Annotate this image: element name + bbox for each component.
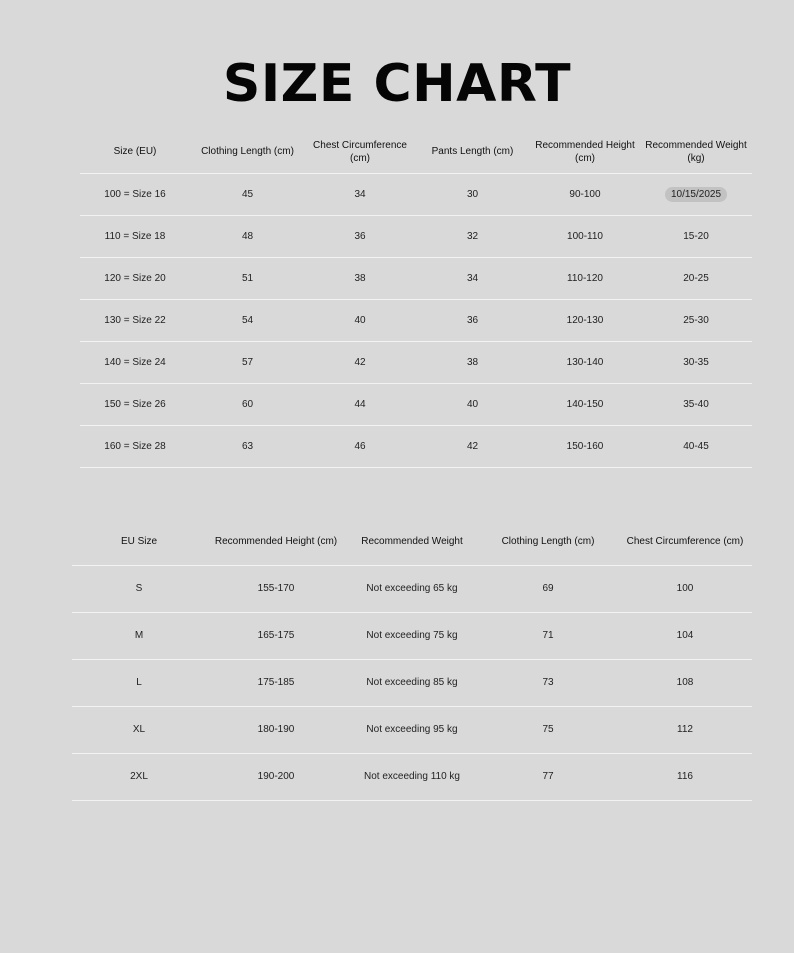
- table-cell: 77: [542, 771, 554, 782]
- table-cell: 130-140: [566, 356, 604, 368]
- table-cell: 160 = Size 28: [104, 440, 166, 452]
- table-cell: 120-130: [566, 314, 604, 326]
- table-row: [72, 659, 752, 706]
- table-cell: Not exceeding 95 kg: [366, 724, 458, 735]
- table-cell: 116: [677, 771, 693, 782]
- column-header: Recommended Weight: [361, 535, 463, 547]
- table-cell: 46: [354, 440, 366, 452]
- table-cell: 112: [677, 724, 693, 735]
- table-cell: 150 = Size 26: [104, 398, 166, 410]
- table-cell: 45: [241, 188, 254, 200]
- table-row: [72, 706, 752, 753]
- table-cell: Not exceeding 65 kg: [366, 583, 458, 594]
- table-cell: 30-35: [683, 356, 709, 368]
- table-cell: 2XL: [130, 771, 148, 782]
- table-cell: 100 = Size 16: [104, 188, 166, 200]
- table-row: [80, 299, 752, 341]
- table-cell: Not exceeding 75 kg: [366, 630, 458, 641]
- table-row: [80, 257, 752, 299]
- column-header: Recommended Height (cm): [535, 139, 635, 164]
- table-cell: 32: [466, 230, 479, 242]
- table-cell: 51: [241, 272, 254, 284]
- table-header-row: [72, 518, 752, 565]
- column-header: EU Size: [120, 535, 158, 547]
- table-cell: 42: [354, 356, 366, 368]
- table-cell: 40: [354, 314, 366, 326]
- table-cell: 155-170: [257, 583, 295, 594]
- table-cell: [640, 173, 752, 215]
- table-cell: 36: [354, 230, 366, 242]
- column-header: Size (EU): [113, 146, 157, 158]
- table-cell: 90-100: [569, 188, 601, 200]
- table-cell: 110 = Size 18: [104, 230, 166, 242]
- table-cell: 75: [542, 724, 554, 735]
- table-cell: 42: [466, 440, 479, 452]
- table-cell: 15-20: [683, 230, 709, 242]
- table-row: [80, 383, 752, 425]
- table-cell: S: [135, 583, 143, 594]
- table-cell: 60: [241, 398, 254, 410]
- table-cell: 40-45: [683, 440, 709, 452]
- table-cell: 165-175: [257, 630, 295, 641]
- date-chip[interactable]: 10/15/2025: [665, 187, 727, 202]
- table-cell: 73: [542, 677, 554, 688]
- column-header: Pants Length (cm): [431, 146, 514, 158]
- table-cell: 175-185: [257, 677, 295, 688]
- table-cell: 69: [542, 583, 554, 594]
- table-cell: 140 = Size 24: [104, 356, 166, 368]
- table-cell: 180-190: [257, 724, 295, 735]
- table-row: [72, 753, 752, 800]
- table-cell: 120 = Size 20: [104, 272, 166, 284]
- table-cell: 40: [466, 398, 479, 410]
- table-cell: 34: [354, 188, 366, 200]
- table-cell: 63: [241, 440, 254, 452]
- table-cell: 36: [466, 314, 479, 326]
- table-cell: 110-120: [567, 272, 603, 284]
- table-cell: 44: [354, 398, 366, 410]
- table-row: [72, 612, 752, 659]
- table-header-row: [80, 131, 752, 173]
- table-cell: 100: [676, 583, 694, 594]
- table-cell: 38: [354, 272, 366, 284]
- table-cell: 104: [676, 630, 694, 641]
- column-header: Recommended Height (cm): [214, 535, 338, 547]
- column-header: Chest Circumference (cm): [313, 139, 407, 164]
- kids-size-table: [80, 131, 752, 468]
- table-cell: 57: [241, 356, 254, 368]
- column-header: Recommended Weight (kg): [645, 139, 747, 164]
- table-cell: 130 = Size 22: [104, 314, 166, 326]
- table-cell: Not exceeding 110 kg: [364, 771, 460, 782]
- table-cell: 34: [466, 272, 479, 284]
- table-cell: XL: [132, 724, 146, 735]
- table-cell: L: [136, 677, 142, 688]
- table-row: [72, 565, 752, 612]
- table-row: [80, 215, 752, 257]
- table-cell: 25-30: [683, 314, 709, 326]
- table-cell: 140-150: [566, 398, 604, 410]
- column-header: Clothing Length (cm): [201, 146, 294, 158]
- table-cell: 150-160: [566, 440, 604, 452]
- table-cell: 20-25: [683, 272, 709, 284]
- table-cell: 100-110: [567, 230, 603, 242]
- column-header: Chest Circumference (cm): [626, 535, 744, 547]
- table-row: [80, 341, 752, 383]
- table-cell: 108: [676, 677, 694, 688]
- column-header: Clothing Length (cm): [501, 535, 595, 547]
- table-row: [80, 425, 752, 467]
- table-row: [80, 173, 752, 215]
- table-cell: 30: [466, 188, 479, 200]
- table-cell: M: [134, 630, 144, 641]
- table-cell: 190-200: [257, 771, 295, 782]
- page-title: SIZE CHART: [222, 53, 572, 114]
- table-cell: 38: [466, 356, 479, 368]
- adult-size-table: [72, 518, 752, 801]
- table-cell: 71: [542, 630, 554, 641]
- table-cell: 54: [241, 314, 254, 326]
- table-cell: 35-40: [683, 398, 709, 410]
- table-cell: 48: [241, 230, 254, 242]
- table-cell: Not exceeding 85 kg: [366, 677, 458, 688]
